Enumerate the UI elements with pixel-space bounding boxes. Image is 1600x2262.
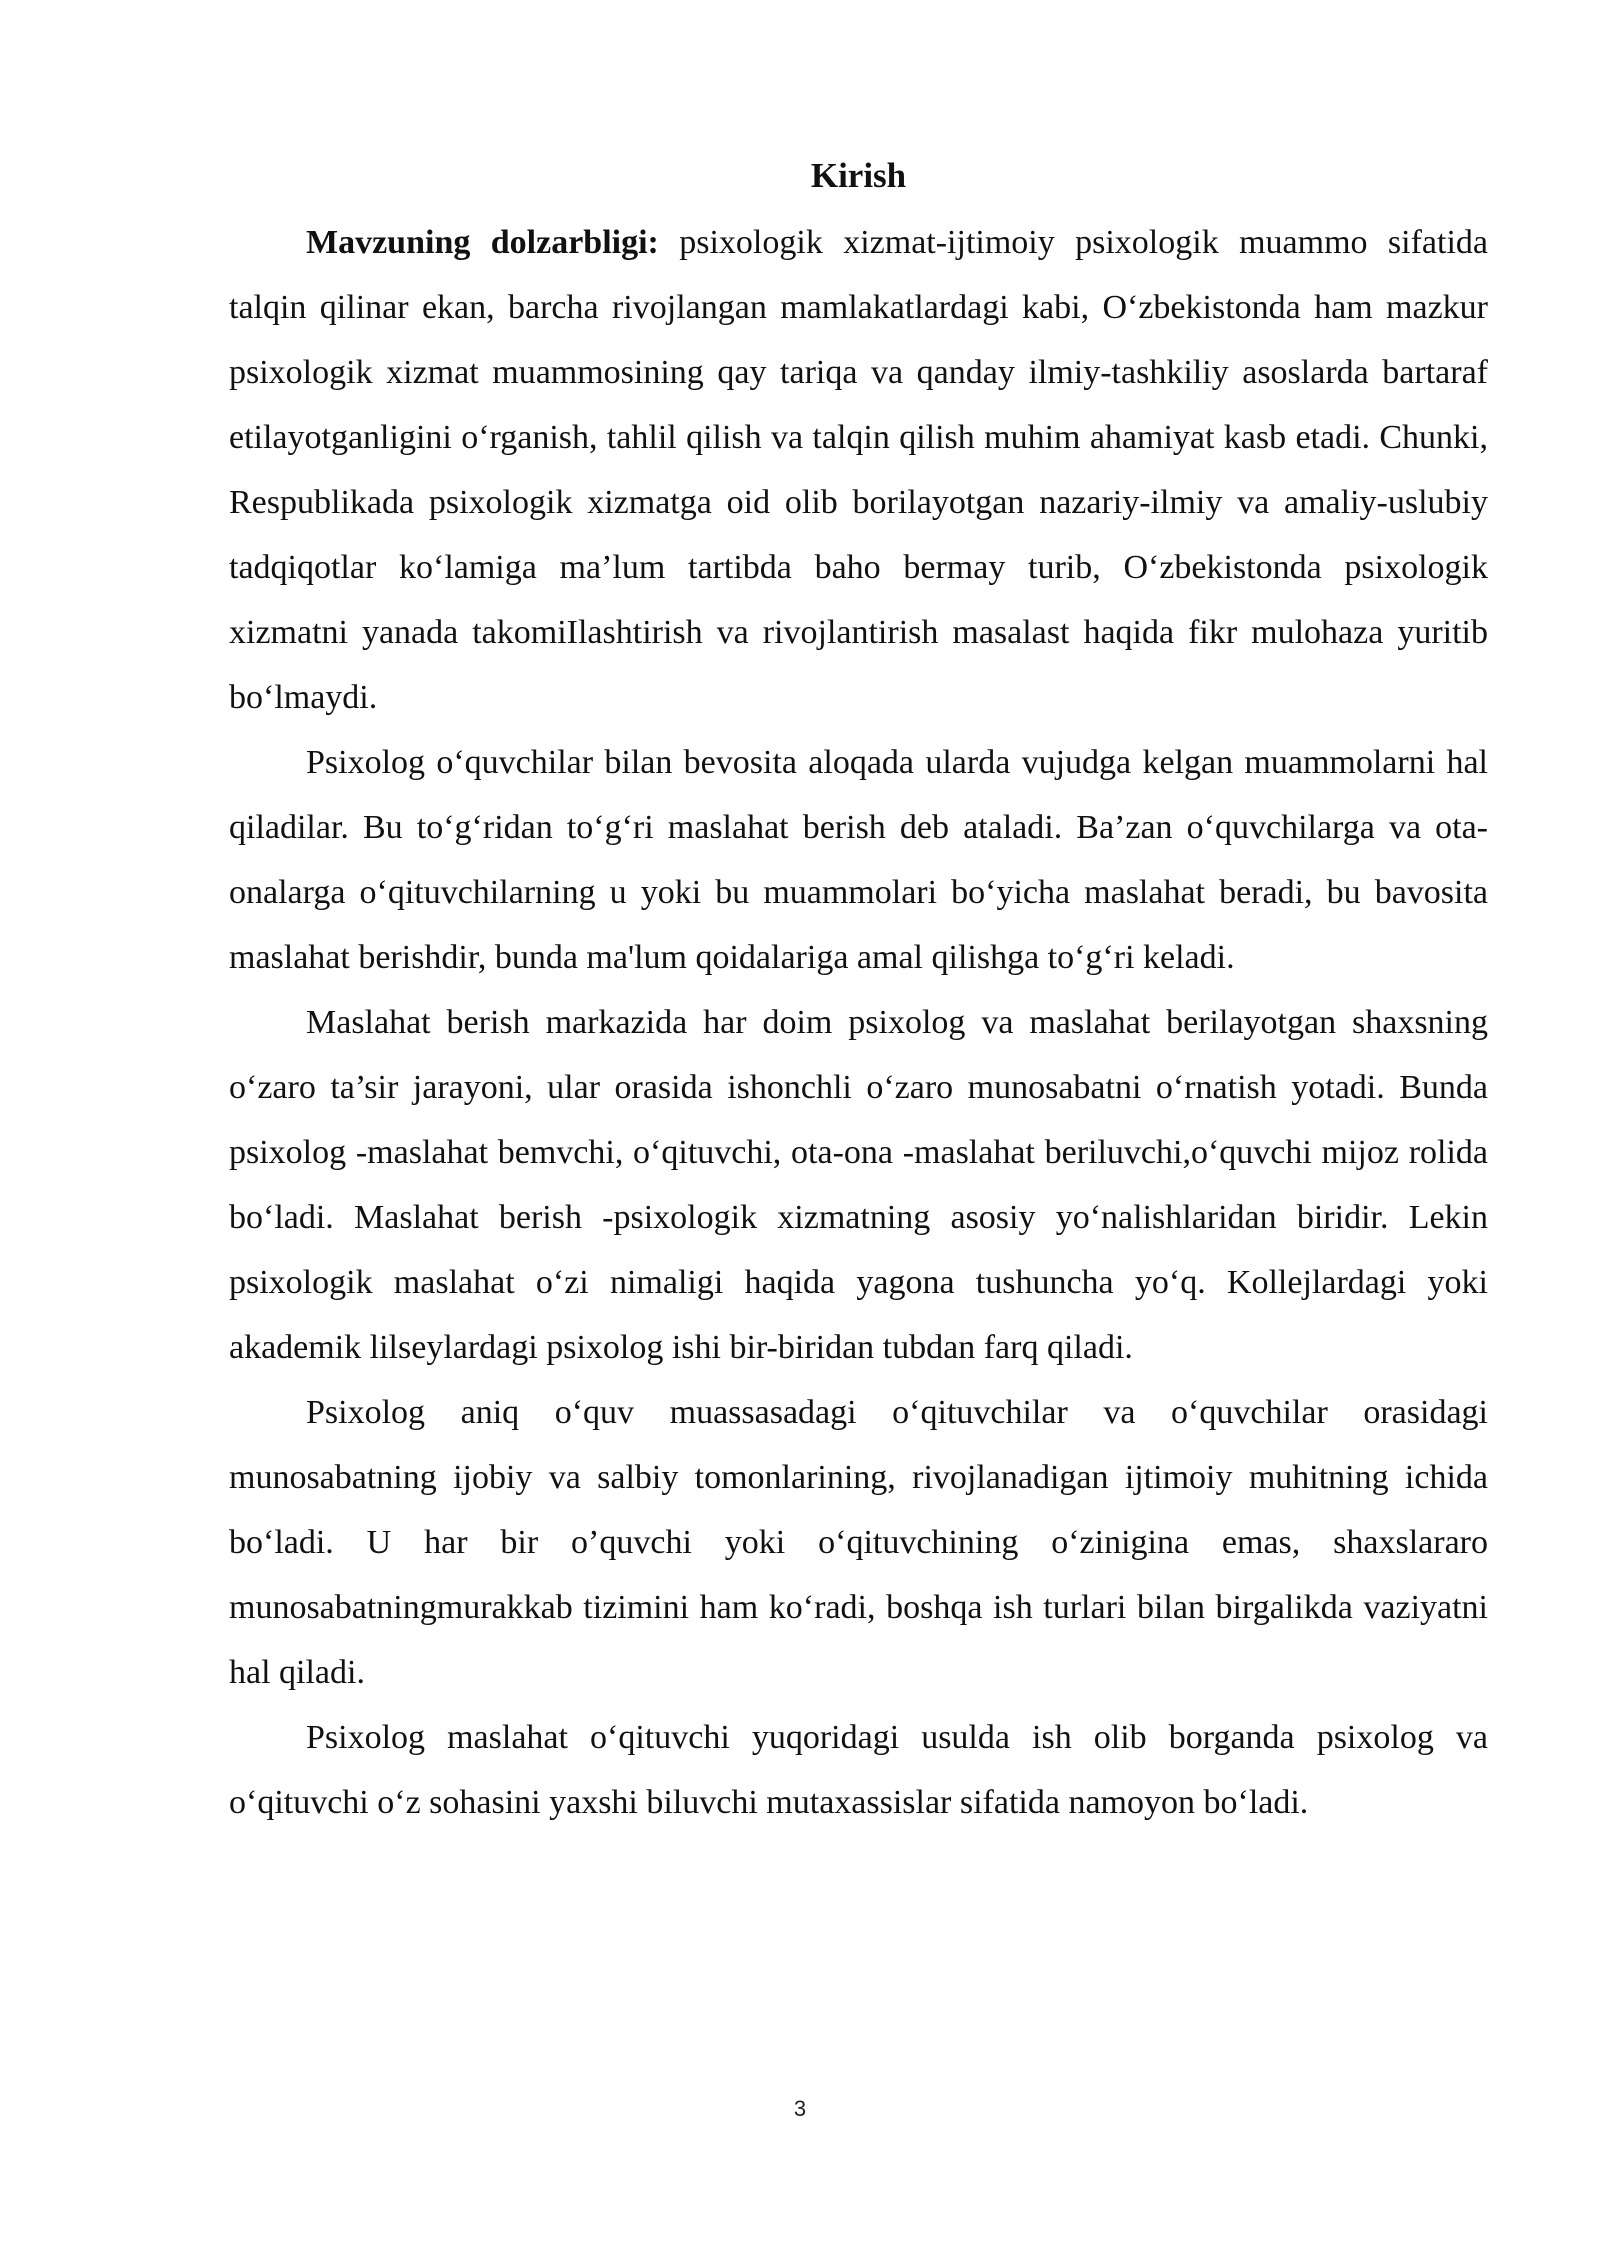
document-body [229, 146, 1488, 1835]
page-title: Kirish [810, 156, 907, 195]
paragraph-text: Psixolog o‘quvchilar bilan bevosita aloqada ularda vujudga kelgan muammolarni hal qiladilar. Bu to‘g‘ridan to‘g‘ri maslahat berish deb ataladi. Ba’zan o‘quvchilarga va ota-onalarga o‘qituvchilarning u yoki bu muammolari bo‘yicha maslahat beradi, bu bavosita maslahat berishdir, bunda ma'lum qoidalariga amal qilishga to‘g‘ri keladi. [229, 744, 1488, 976]
paragraph [229, 1380, 1488, 1705]
paragraph-text: Maslahat berish markazida har doim psixolog va maslahat berilayotgan shaxsning o‘zaro ta’sir jarayoni, ular orasida ishonchli o‘zaro munosabatni o‘rnatish yotadi. Bunda psixolog -maslahat bemvchi, o‘qituvchi, ota-ona -maslahat beriluvchi,o‘quvchi mijoz rolida bo‘ladi. Maslahat berish -psixologik xizmatning asosiy yo‘nalishlaridan biridir. Lekin psixologik maslahat o‘zi nimaligi haqida yagona tushuncha yo‘q. Kollejlardagi yoki akademik lilseylardagi psixolog ishi bir-biridan tubdan farq qiladi. [229, 1004, 1488, 1366]
paragraph-text: Psixolog aniq o‘quv muassasadagi o‘qituvchilar va o‘quvchilar orasidagi munosabatning ijobiy va salbiy tomonlarining, rivojlanadigan ijtimoiy muhitning ichida bo‘ladi. U har bir o’quvchi yoki o‘qituvchining o‘zinigina emas, shaxslararo munosabatningmurakkab tizimini ham ko‘radi, boshqa ish turlari bilan birgalikda vaziyatni hal qiladi. [229, 1394, 1488, 1691]
paragraph-text: psixologik xizmat-ijtimoiy psixologik muammo sifatida talqin qilinar ekan, barcha rivojlangan mamlakatlardagi kabi, O‘zbekistonda ham mazkur psixologik xizmat muammosining qay tariqa va qanday ilmiy-tashkiliy asoslarda bartaraf etilayotganligini o‘rganish, tahlil qilish va talqin qilish muhim ahamiyat kasb etadi. Chunki, Respublikada psixologik xizmatga oid olib borilayotgan nazariy-ilmiy va amaliy-uslubiy tadqiqotlar ko‘lamiga ma’lum tartibda baho bermay turib, O‘zbekistonda psixologik xizmatni yanada takomiIlashtirish va rivojlantirish masalast haqida fikr mulohaza yuritib bo‘lmaydi. [229, 224, 1488, 716]
page-number: 3 [793, 2096, 807, 2121]
paragraph [229, 990, 1488, 1380]
paragraph-text: Psixolog maslahat o‘qituvchi yuqoridagi usulda ish olib borganda psixolog va o‘qituvchi o‘z sohasini yaxshi biluvchi mutaxassislar sifatida namoyon bo‘ladi. [229, 1719, 1488, 1821]
paragraph [229, 730, 1488, 990]
paragraph [229, 1705, 1488, 1835]
paragraph-lead: Mavzuning dolzarbligi: [306, 224, 659, 261]
paragraph-relevance [229, 210, 1488, 730]
